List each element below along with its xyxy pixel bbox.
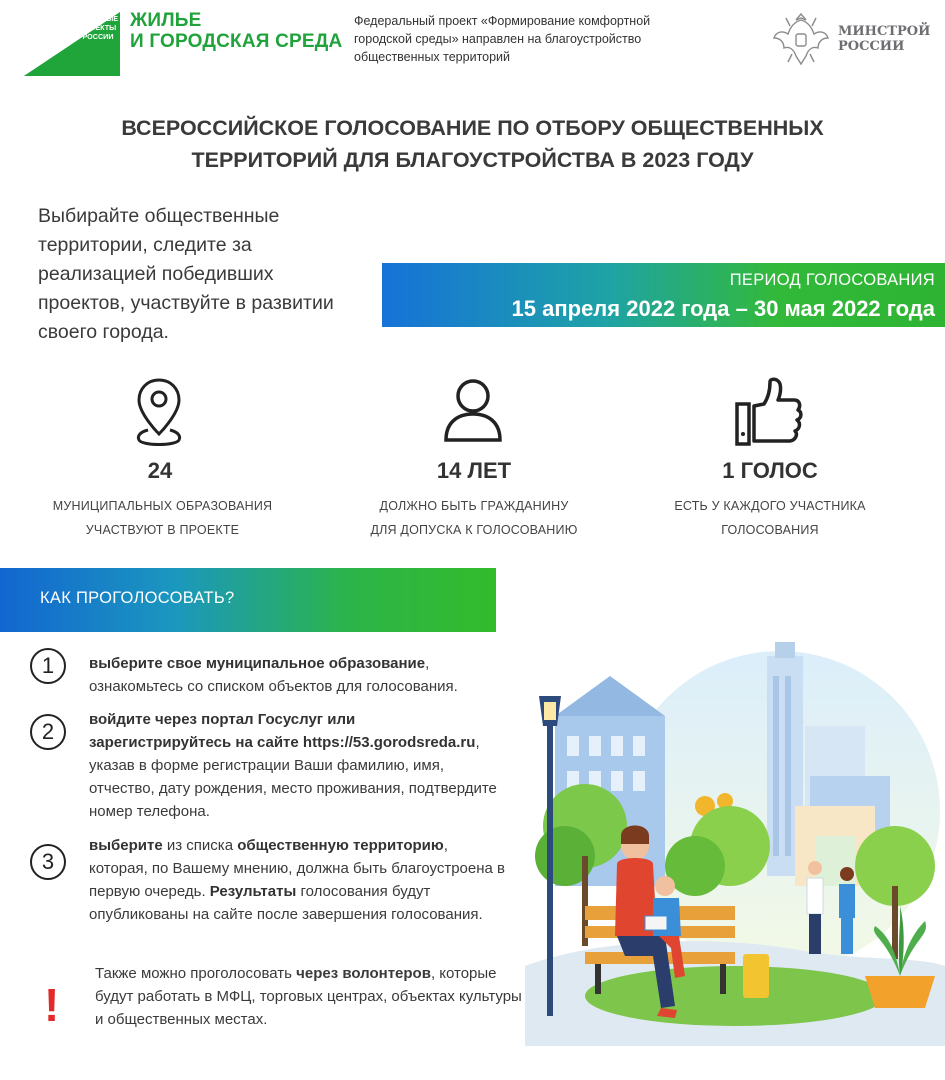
how-to-vote-banner xyxy=(0,568,496,632)
stat-vote-value: 1 ГОЛОС xyxy=(722,458,818,483)
step-3-number: 3 xyxy=(30,844,66,880)
brand-line-2: И ГОРОДСКАЯ СРЕДА xyxy=(130,31,343,52)
step-1-comma: , xyxy=(425,655,430,672)
title-line-2: ТЕРРИТОРИЙ ДЛЯ БЛАГОУСТРОЙСТВА В 2023 ГОДУ xyxy=(191,148,754,172)
step-3-text-1: из списка xyxy=(162,837,238,854)
child-figure xyxy=(655,876,675,896)
plant-pot xyxy=(865,976,935,1008)
stat-municipalities-value: 24 xyxy=(147,458,173,483)
note-text-2: , которые будут работать в МФЦ, торговых центрах, объектах культуры и общественных местах. xyxy=(95,965,522,1028)
thumbs-up-icon xyxy=(734,376,804,448)
stat-vote-desc-line-2: ГОЛОСОВАНИЯ xyxy=(721,523,819,537)
exclamation-icon: ! xyxy=(44,979,60,1031)
note-bold: через волонтеров xyxy=(296,965,431,982)
volunteers-note xyxy=(95,962,525,1031)
step-3-bold-1: выберите xyxy=(89,837,163,854)
stat-vote-desc-line-1: ЕСТЬ У КАЖДОГО УЧАСТНИКА xyxy=(674,499,866,513)
step-3-text-3: голосования будут опубликованы на сайте после завершения голосования. xyxy=(89,883,483,923)
stat-age-desc-line-1: ДОЛЖНО БЫТЬ ГРАЖДАНИНУ xyxy=(379,499,569,513)
step-3-text xyxy=(89,834,509,926)
national-projects-logo xyxy=(24,12,120,76)
title-line-1: ВСЕРОССИЙСКОЕ ГОЛОСОВАНИЕ ПО ОТБОРУ ОБЩЕСТВЕННЫХ xyxy=(121,116,824,140)
np-logo-line-2: ПРОЕКТЫ xyxy=(79,23,117,32)
location-pin-icon xyxy=(134,376,184,452)
period-dates: 15 апреля 2022 года – 30 мая 2022 года xyxy=(511,296,935,321)
step-2-detail: указав в форме регистрации Ваши фамилию, имя, отчество, дату рождения, место проживания, подтвердите номер телефона. xyxy=(89,757,497,820)
park-illustration xyxy=(525,636,945,1046)
brand-line-1: ЖИЛЬЕ xyxy=(130,10,202,31)
how-to-vote-label: КАК ПРОГОЛОСОВАТЬ? xyxy=(40,589,235,607)
brand-title xyxy=(130,10,342,52)
stat-municipalities-desc-line-1: МУНИЦИПАЛЬНЫХ ОБРАЗОВАНИЯ xyxy=(52,499,273,513)
ministry-logo-text xyxy=(838,24,930,54)
step-2-text xyxy=(89,708,529,823)
trash-bin xyxy=(743,954,769,998)
stat-vote-desc xyxy=(640,494,900,542)
step-2-bold-1: войдите через портал Госуслуг или xyxy=(89,711,356,728)
stat-municipalities-desc-line-2: УЧАСТВУЮТ В ПРОЕКТЕ xyxy=(85,523,240,537)
step-2-comma: , xyxy=(475,734,480,751)
step-3-bold-3: Результаты xyxy=(209,883,297,900)
coat-of-arms-icon xyxy=(770,8,832,70)
ministry-line-1: МИНСТРОЙ xyxy=(838,24,931,39)
step-3-text-2: , которая, по Вашему мнению, должна быть благоустроена в первую очередь. xyxy=(89,837,506,900)
np-logo-line-1: НАЦИОНАЛЬНЫЕ xyxy=(53,14,119,23)
step-1-bold: выберите свое муниципальное образование xyxy=(89,655,426,672)
walking-couple xyxy=(808,861,822,875)
period-label: ПЕРИОД ГОЛОСОВАНИЯ xyxy=(729,271,935,289)
np-logo-line-3: РОССИИ xyxy=(82,32,114,41)
voting-period-banner xyxy=(382,263,945,327)
note-text-1: Также можно проголосовать xyxy=(95,965,297,982)
step-2-bold-2: зарегистрируйтесь на сайте https://53.gorodsreda.ru xyxy=(89,734,476,751)
stat-age-value: 14 ЛЕТ xyxy=(436,458,512,483)
step-3-bold-2: общественную территорию xyxy=(237,837,444,854)
person-icon xyxy=(440,376,506,446)
step-1-detail: ознакомьтесь со списком объектов для голосования. xyxy=(89,678,458,695)
step-2-number: 2 xyxy=(30,714,66,750)
federal-project-text: Федеральный проект «Формирование комфортной городской среды» направлен на благоустройство общественных территорий xyxy=(354,14,651,64)
street-lamp xyxy=(547,716,553,1016)
page-title xyxy=(0,112,945,176)
intro-text: Выбирайте общественные территории, следите за реализацией победивших проектов, участвуйте в развитии своего города. xyxy=(38,205,334,343)
step-1-text xyxy=(89,652,529,698)
stat-municipalities-desc xyxy=(20,494,305,542)
ministry-line-2: РОССИИ xyxy=(838,39,905,54)
step-1-number: 1 xyxy=(30,648,66,684)
stat-age-desc xyxy=(338,494,610,542)
stat-age-desc-line-2: ДЛЯ ДОПУСКА К ГОЛОСОВАНИЮ xyxy=(370,523,578,537)
